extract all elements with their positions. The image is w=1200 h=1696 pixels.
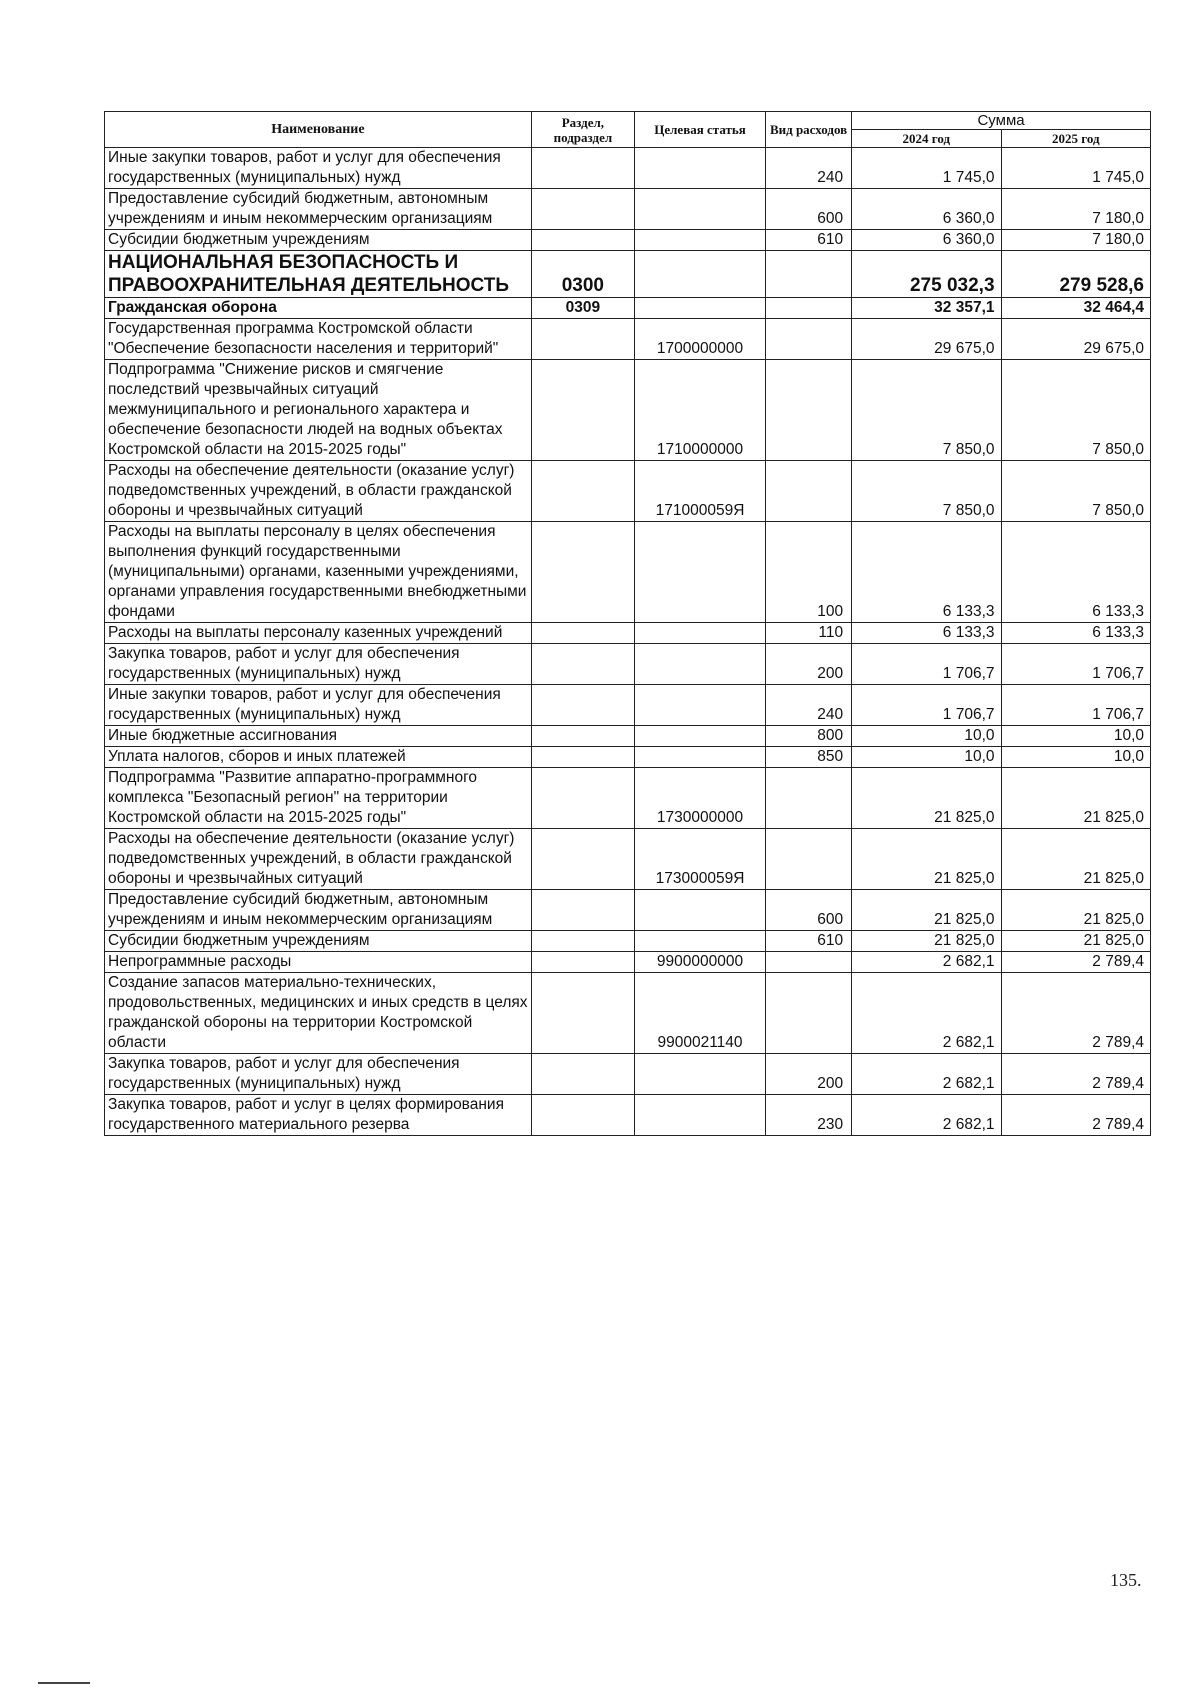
- row-sum-2025: 7 850,0: [1001, 360, 1150, 461]
- row-celevaya: [634, 1054, 765, 1095]
- row-name: Создание запасов материально-технических, продовольственных, медицинских и иных средств в целях гражданской обороны на территории Костромской области: [105, 973, 532, 1054]
- row-sum-2025: 21 825,0: [1001, 890, 1150, 931]
- header-celevaya: Целевая статья: [634, 112, 765, 148]
- row-sum-2025: 1 745,0: [1001, 148, 1150, 189]
- header-year-2025: 2025 год: [1001, 130, 1150, 148]
- table-row: [105, 768, 1151, 829]
- row-razdel: [531, 973, 634, 1054]
- row-sum-2025: 1 706,7: [1001, 644, 1150, 685]
- row-razdel: [531, 189, 634, 230]
- row-sum-2025: 6 133,3: [1001, 623, 1150, 644]
- subsection-row: [105, 298, 1151, 319]
- row-celevaya: 173000059Я: [634, 829, 765, 890]
- row-vid: 230: [766, 1095, 852, 1136]
- row-name: Расходы на выплаты персоналу казенных учреждений: [105, 623, 532, 644]
- header-razdel: Раздел, подраздел: [531, 112, 634, 148]
- row-razdel: [531, 461, 634, 522]
- row-razdel: [531, 319, 634, 360]
- row-razdel: [531, 1054, 634, 1095]
- row-razdel: [531, 148, 634, 189]
- row-vid: 110: [766, 623, 852, 644]
- header-vid: Вид расходов: [766, 112, 852, 148]
- row-sum-2025: 7 180,0: [1001, 230, 1150, 251]
- row-vid: 850: [766, 747, 852, 768]
- row-razdel: [531, 829, 634, 890]
- row-vid: 610: [766, 230, 852, 251]
- row-vid: 200: [766, 1054, 852, 1095]
- row-celevaya: [634, 747, 765, 768]
- row-sum-2024: 6 133,3: [852, 522, 1001, 623]
- table-row: [105, 931, 1151, 952]
- table-row: [105, 644, 1151, 685]
- table-row: [105, 747, 1151, 768]
- row-celevaya: 171000059Я: [634, 461, 765, 522]
- table-header: [105, 112, 1151, 148]
- row-sum-2024: 6 133,3: [852, 623, 1001, 644]
- row-name: Расходы на обеспечение деятельности (оказание услуг) подведомственных учреждений, в области гражданской обороны и чрезвычайных ситуаций: [105, 461, 532, 522]
- table-row: [105, 1054, 1151, 1095]
- table-row: [105, 952, 1151, 973]
- table-row: [105, 1095, 1151, 1136]
- row-sum-2024: 29 675,0: [852, 319, 1001, 360]
- row-celevaya: [634, 890, 765, 931]
- row-sum-2025: 32 464,4: [1001, 298, 1150, 319]
- row-name: Расходы на выплаты персоналу в целях обеспечения выполнения функций государственными (муниципальными) органами, казенными учреждениями, органами управления государственными внебюджетными фондами: [105, 522, 532, 623]
- row-vid: [766, 319, 852, 360]
- row-name: НАЦИОНАЛЬНАЯ БЕЗОПАСНОСТЬ И ПРАВООХРАНИТЕЛЬНАЯ ДЕЯТЕЛЬНОСТЬ: [105, 251, 532, 298]
- row-name: Подпрограмма "Развитие аппаратно-программного комплекса "Безопасный регион" на территории Костромской области на 2015-2025 годы": [105, 768, 532, 829]
- row-sum-2024: 1 745,0: [852, 148, 1001, 189]
- row-sum-2024: 7 850,0: [852, 360, 1001, 461]
- row-sum-2025: 279 528,6: [1001, 251, 1150, 298]
- row-sum-2024: 21 825,0: [852, 931, 1001, 952]
- row-vid: [766, 952, 852, 973]
- row-celevaya: [634, 623, 765, 644]
- budget-table: [104, 111, 1151, 1136]
- row-name: Закупка товаров, работ и услуг для обеспечения государственных (муниципальных) нужд: [105, 1054, 532, 1095]
- row-sum-2025: 21 825,0: [1001, 931, 1150, 952]
- row-razdel: [531, 890, 634, 931]
- table-row: [105, 890, 1151, 931]
- row-celevaya: 1700000000: [634, 319, 765, 360]
- row-name: Гражданская оборона: [105, 298, 532, 319]
- table-row: [105, 148, 1151, 189]
- row-razdel: [531, 644, 634, 685]
- row-razdel: 0300: [531, 251, 634, 298]
- table-row: [105, 319, 1151, 360]
- table-row: [105, 829, 1151, 890]
- row-razdel: [531, 1095, 634, 1136]
- row-vid: 240: [766, 685, 852, 726]
- row-name: Закупка товаров, работ и услуг для обеспечения государственных (муниципальных) нужд: [105, 644, 532, 685]
- row-celevaya: 9900000000: [634, 952, 765, 973]
- row-name: Непрограммные расходы: [105, 952, 532, 973]
- row-sum-2024: 10,0: [852, 747, 1001, 768]
- row-sum-2025: 2 789,4: [1001, 1054, 1150, 1095]
- table-row: [105, 360, 1151, 461]
- header-summa: Сумма: [852, 112, 1151, 130]
- row-razdel: [531, 522, 634, 623]
- row-celevaya: 1710000000: [634, 360, 765, 461]
- row-vid: 610: [766, 931, 852, 952]
- row-razdel: [531, 952, 634, 973]
- table-row: [105, 461, 1151, 522]
- row-vid: 100: [766, 522, 852, 623]
- row-celevaya: [634, 148, 765, 189]
- row-sum-2025: 10,0: [1001, 726, 1150, 747]
- section-row: [105, 251, 1151, 298]
- row-vid: 600: [766, 189, 852, 230]
- row-vid: [766, 973, 852, 1054]
- row-sum-2025: 6 133,3: [1001, 522, 1150, 623]
- row-name: Подпрограмма "Снижение рисков и смягчение последствий чрезвычайных ситуаций межмуниципального и регионального характера и обеспечение безопасности людей на водных объектах Костромской области на 2015-2025 годы": [105, 360, 532, 461]
- row-razdel: 0309: [531, 298, 634, 319]
- table-row: [105, 230, 1151, 251]
- page-number: 135.: [1110, 1570, 1142, 1590]
- row-celevaya: [634, 1095, 765, 1136]
- row-razdel: [531, 726, 634, 747]
- row-sum-2024: 21 825,0: [852, 890, 1001, 931]
- table-row: [105, 189, 1151, 230]
- row-sum-2025: 29 675,0: [1001, 319, 1150, 360]
- row-name: Расходы на обеспечение деятельности (оказание услуг) подведомственных учреждений, в области гражданской обороны и чрезвычайных ситуаций: [105, 829, 532, 890]
- row-vid: [766, 251, 852, 298]
- row-sum-2025: 2 789,4: [1001, 1095, 1150, 1136]
- row-celevaya: [634, 522, 765, 623]
- table-row: [105, 973, 1151, 1054]
- row-sum-2025: 21 825,0: [1001, 768, 1150, 829]
- row-razdel: [531, 623, 634, 644]
- row-vid: 800: [766, 726, 852, 747]
- row-vid: [766, 461, 852, 522]
- row-name: Субсидии бюджетным учреждениям: [105, 931, 532, 952]
- header-year-2024: 2024 год: [852, 130, 1001, 148]
- row-razdel: [531, 230, 634, 251]
- row-vid: [766, 298, 852, 319]
- row-name: Закупка товаров, работ и услуг в целях формирования государственного материального резерва: [105, 1095, 532, 1136]
- row-celevaya: [634, 644, 765, 685]
- row-sum-2024: 6 360,0: [852, 189, 1001, 230]
- row-vid: 200: [766, 644, 852, 685]
- row-sum-2024: 10,0: [852, 726, 1001, 747]
- row-vid: [766, 360, 852, 461]
- row-sum-2024: 1 706,7: [852, 685, 1001, 726]
- row-sum-2024: 2 682,1: [852, 952, 1001, 973]
- row-sum-2024: 1 706,7: [852, 644, 1001, 685]
- row-name: Уплата налогов, сборов и иных платежей: [105, 747, 532, 768]
- row-celevaya: [634, 230, 765, 251]
- row-name: Государственная программа Костромской области "Обеспечение безопасности населения и территорий": [105, 319, 532, 360]
- row-name: Иные бюджетные ассигнования: [105, 726, 532, 747]
- row-sum-2025: 7 850,0: [1001, 461, 1150, 522]
- row-celevaya: [634, 189, 765, 230]
- row-sum-2025: 2 789,4: [1001, 973, 1150, 1054]
- row-sum-2024: 2 682,1: [852, 973, 1001, 1054]
- table-body: [105, 148, 1151, 1136]
- row-razdel: [531, 685, 634, 726]
- row-sum-2025: 21 825,0: [1001, 829, 1150, 890]
- table-row: [105, 726, 1151, 747]
- table-row: [105, 623, 1151, 644]
- row-sum-2024: 2 682,1: [852, 1054, 1001, 1095]
- row-celevaya: [634, 685, 765, 726]
- row-vid: [766, 829, 852, 890]
- row-name: Предоставление субсидий бюджетным, автономным учреждениям и иным некоммерческим организациям: [105, 189, 532, 230]
- row-sum-2024: 275 032,3: [852, 251, 1001, 298]
- row-name: Предоставление субсидий бюджетным, автономным учреждениям и иным некоммерческим организациям: [105, 890, 532, 931]
- table-row: [105, 522, 1151, 623]
- row-sum-2024: 21 825,0: [852, 768, 1001, 829]
- row-sum-2025: 7 180,0: [1001, 189, 1150, 230]
- row-sum-2024: 2 682,1: [852, 1095, 1001, 1136]
- table-row: [105, 685, 1151, 726]
- row-vid: [766, 768, 852, 829]
- row-celevaya: [634, 726, 765, 747]
- row-sum-2024: 7 850,0: [852, 461, 1001, 522]
- row-celevaya: [634, 298, 765, 319]
- row-celevaya: 1730000000: [634, 768, 765, 829]
- header-name: Наименование: [105, 112, 532, 148]
- row-sum-2025: 1 706,7: [1001, 685, 1150, 726]
- row-razdel: [531, 747, 634, 768]
- row-sum-2025: 10,0: [1001, 747, 1150, 768]
- row-sum-2024: 21 825,0: [852, 829, 1001, 890]
- row-razdel: [531, 931, 634, 952]
- row-sum-2024: 32 357,1: [852, 298, 1001, 319]
- row-razdel: [531, 768, 634, 829]
- row-celevaya: [634, 931, 765, 952]
- scan-corner-mark: [38, 1682, 90, 1684]
- row-name: Субсидии бюджетным учреждениям: [105, 230, 532, 251]
- row-vid: 600: [766, 890, 852, 931]
- row-sum-2025: 2 789,4: [1001, 952, 1150, 973]
- row-name: Иные закупки товаров, работ и услуг для обеспечения государственных (муниципальных) нужд: [105, 685, 532, 726]
- row-celevaya: 9900021140: [634, 973, 765, 1054]
- row-sum-2024: 6 360,0: [852, 230, 1001, 251]
- row-razdel: [531, 360, 634, 461]
- row-vid: 240: [766, 148, 852, 189]
- row-celevaya: [634, 251, 765, 298]
- row-name: Иные закупки товаров, работ и услуг для обеспечения государственных (муниципальных) нужд: [105, 148, 532, 189]
